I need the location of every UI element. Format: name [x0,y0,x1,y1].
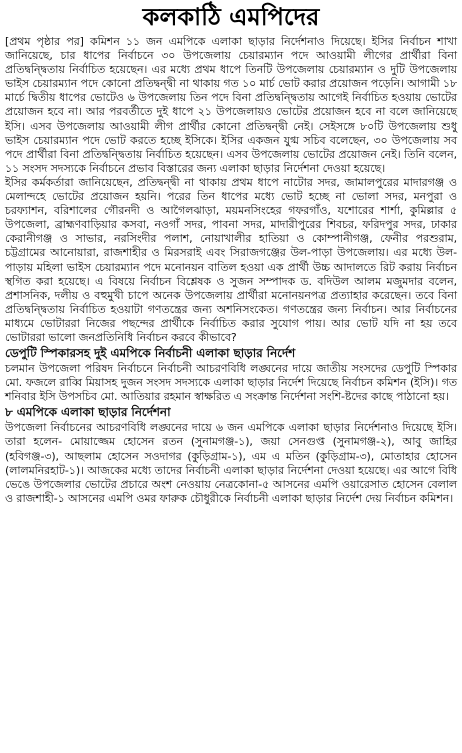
body-paragraph-4: উপজেলা নির্বাচনের আচরণবিধি লঙ্ঘনের দায়ে ৬ জন এমপিকে এলাকা ছাড়ার নির্দেশনাও দিয়েছে ইসি। তারা হলেন- মোয়াজ্জেম হোসেন রতন (সুনামগঞ্জ-১), জয়া সেনগুপ্ত (সুনামগঞ্জ-২), আবু জাহির (হবিগঞ্জ-৩), আছলাম হোসেন সওদাগর (কুড়িগ্রাম-১), এম এ মতিন (কুড়িগ্রাম-৩), মোতাহার হোসেন (লালমনিরহাট-১)। আজকের মধ্যে তাদের নির্বাচনী এলাকা ছাড়ার নির্দেশনা দেওয়া হয়েছে। এর আগে বিধি ভেঙে উপজেলার ভোটের প্রচারে অংশ নেওয়ায় নেত্রকোনা-৫ আসনের এমপি ওয়ারেসাত হোসেন বেলাল ও রাজশাহী-১ আসনের এমপি ওমর ফারুক চৌধুরীকে নির্বাচনী এলাকা ছাড়ার নির্দেশ দেয় নির্বাচন কমিশন। [5,421,457,505]
body-paragraph-3: চলমান উপজেলা পরিষদ নির্বাচনে নির্বাচনী আচরণবিধি লঙ্ঘনের দায়ে জাতীয় সংসদের ডেপুটি স্পিকার মো. ফজলে রাব্বি মিয়াসহ দুজন সংসদ সদস্যকে এলাকা ছাড়ার নির্দেশ দিয়েছে নির্বাচন কমিশন (ইসি)। গত শনিবার ইসি উপসচিব মো. আতিয়ার রহমান স্বাক্ষরিত এ সংক্রান্ত নির্দেশনা সংশি-ষ্টদের কাছে পাঠানো হয়। [5,362,457,404]
body-paragraph-2: ইসির কর্মকর্তারা জানিয়েছেন, প্রতিদ্বন্দ্বী না থাকায় প্রথম ধাপে নাটোর সদর, জামালপুরের মাদারগঞ্জ ও মেলান্দহে ভোটের প্রয়োজন হয়নি। পরের তিন ধাপের মধ্যে ভোট হচ্ছে না ভোলা সদর, মনপুরা ও চরফ্যাশন, বরিশালের গৌরনদী ও আগৈলঝাড়া, ময়মনসিংহের গফরগাঁও, যশোরের শার্শা, কুমিল্লার ৫ উপজেলা, ব্রাহ্মণবাড়িয়ার কসবা, নওগাঁ সদর, পাবনা সদর, মাদারীপুরের শিবচর, ফরিদপুর সদর, ঢাকার কেরানীগঞ্জ ও সাভার, নরসিংদীর পলাশ, নোয়াখালীর হাতিয়া ও কোম্পানীগঞ্জ, ফেনীর পরশুরাম, চট্টগ্রামের আনোয়ারা, রাজশাহীর ও মিরসরাই এবং সিরাজগঞ্জের উল-পাড়া উপজেলায়। এর মধ্যে উল-পাড়ায় মহিলা ভাইস চেয়ারম্যান পদে মনোনয়ন বাতিল হওয়া এক প্রার্থী উচ্চ আদালতে রিট করায় নির্বাচন স্থগিত করা হয়েছে। এ বিষয়ে নির্বাচন বিশ্লেষক ও সুজন সম্পাদক ড. বদিউল আলম মজুমদার বলেন, প্রশাসনিক, দলীয় ও বহুমুখী চাপে অনেক উপজেলায় প্রার্থীরা মনোনয়নপত্র প্রত্যাহার করেছেন। তবে বিনা প্রতিদ্বন্দ্বিতায় নির্বাচিত হওয়াটা গণতন্ত্রের জন্য অশনিসংকেত। গণতন্ত্রের জন্য নির্বাচন। আর নির্বাচনের মাধ্যমে ভোটাররা নিজের পছন্দের প্রার্থীকে নির্বাচিত করার সুযোগ পায়। আর ভোট যদি না হয় তবে ভোটাররা ভালো জনপ্রতিনিধি নির্বাচন করবে কীভাবে? [5,175,457,344]
subheading-deputy-speaker: ডেপুটি স্পিকারসহ দুই এমপিকে নির্বাচনী এলাকা ছাড়ার নির্দেশ [5,346,296,361]
cropped-next-headline [0,743,462,753]
body-paragraph-1: [প্রথম পৃষ্ঠার পর] কমিশন ১১ জন এমপিকে এলাকা ছাড়ার নির্দেশনাও দিয়েছে। ইসির নির্বাচন শাখা জানিয়েছে, চার ধাপের নির্বাচনে ৩০ উপজেলায় চেয়ারম্যান পদে আওয়ামী লীগের প্রার্থীরা বিনা প্রতিদ্বন্দ্বিতায় নির্বাচিত হয়েছেন। এর মধ্যে প্রথম ধাপে তিনটি উপজেলায় চেয়ারম্যান ও দুটি উপজেলায় ভাইস চেয়ারম্যান পদে কোনো প্রতিদ্বন্দ্বী না থাকায় গত ১০ মার্চ ভোট করার প্রয়োজন পড়েনি। আগামী ১৮ মার্চে দ্বিতীয় ধাপের ভোটেও ৬ উপজেলায় তিন পদে বিনা প্রতিদ্বন্দ্বিতায় আগেই নির্বাচিত হওয়ায় ভোটের প্রয়োজন হবে না। আর পরবর্তীতে দুই ধাপে ২১ উপজেলায়ও ভোটের প্রয়োজন হবে না বলে জানিয়েছে ইসি। এসব উপজেলায় আওয়ামী লীগ প্রার্থীর কোনো প্রতিদ্বন্দ্বী নেই। সেইসঙ্গে ৮০টি উপজেলায় শুধু ভাইস চেয়ারম্যান পদে ভোট করতে হচ্ছে ইসিকে। ইসির একজন যুগ্ম সচিব বলেছেন, ৩০ উপজেলায় সব পদে প্রার্থীরা বিনা প্রতিদ্বন্দ্বিতায় নির্বাচিত হয়েছেন। এসব উপজেলায় ভোটের প্রয়োজন নেই। তিনি বলেন, ১১ সংসদ সদস্যকে নির্বাচনে প্রভাব বিস্তারের জন্য এলাকা ছাড়ার নির্দেশনা দেওয়া হয়েছে। [5,35,457,175]
subheading-eight-mps: ৮ এমপিকে এলাকা ছাড়ার নির্দেশনা [5,405,171,420]
article-body [5,35,457,506]
article-headline: কলকাঠি এমপিদের [142,3,320,31]
